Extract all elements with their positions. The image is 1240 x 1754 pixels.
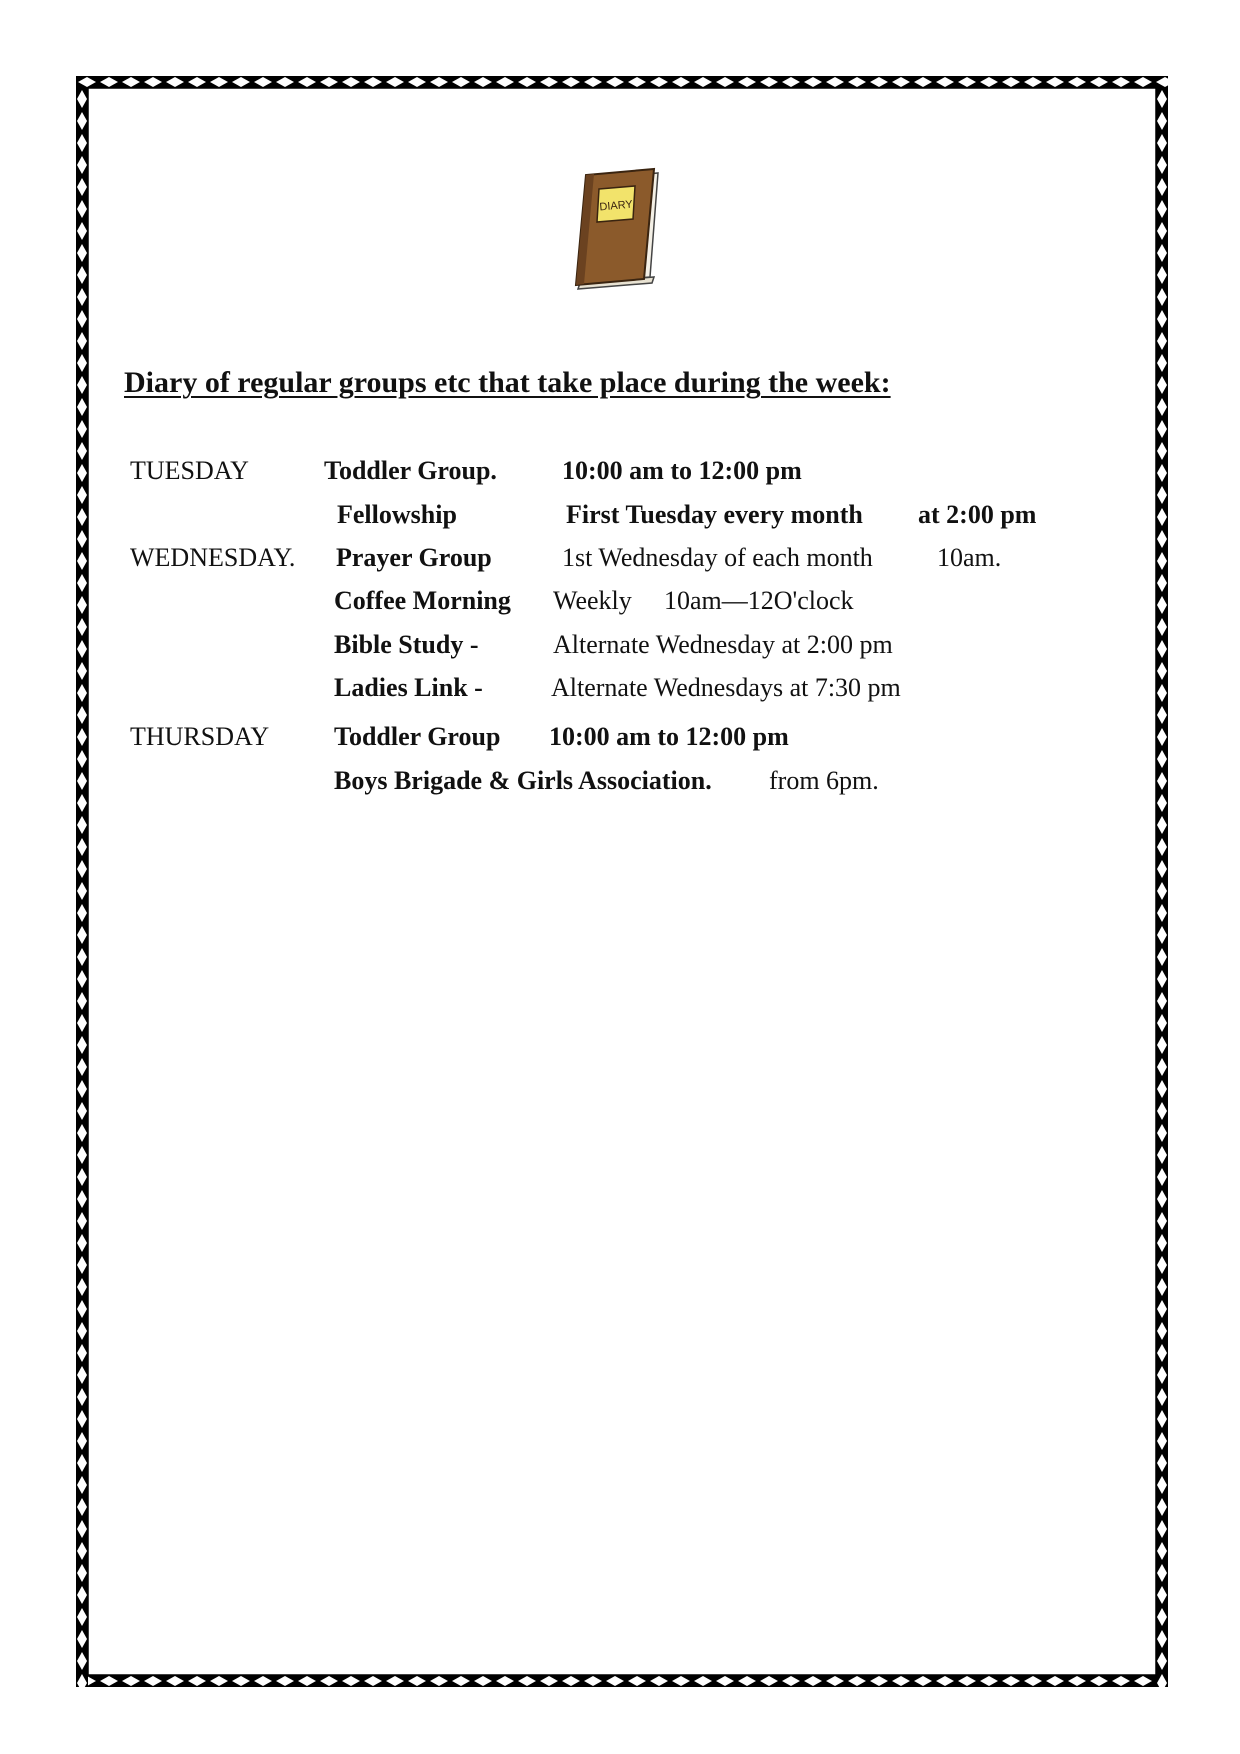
thursday-time-2: from 6pm. xyxy=(769,766,879,795)
wednesday-group-1: Prayer Group xyxy=(336,543,492,572)
wednesday-time-3: Alternate Wednesday at 2:00 pm xyxy=(553,630,893,659)
diary-label: DIARY xyxy=(598,198,634,214)
day-tuesday: TUESDAY xyxy=(130,456,249,485)
diamond-border xyxy=(76,76,1168,1687)
thursday-group-1: Toddler Group xyxy=(334,722,501,751)
diary-book-icon xyxy=(572,165,668,295)
tuesday-extra-2: at 2:00 pm xyxy=(918,500,1037,529)
tuesday-group-2: Fellowship xyxy=(337,500,457,529)
tuesday-group-1: Toddler Group. xyxy=(324,456,497,485)
wednesday-group-2: Coffee Morning xyxy=(334,586,511,615)
day-thursday: THURSDAY xyxy=(130,722,270,751)
wednesday-extra-2: 10am—12O'clock xyxy=(664,586,854,615)
day-wednesday: WEDNESDAY. xyxy=(130,543,296,572)
wednesday-group-3: Bible Study - xyxy=(334,630,479,659)
page-heading: Diary of regular groups etc that take place during the week: xyxy=(124,366,891,399)
thursday-time-1: 10:00 am to 12:00 pm xyxy=(549,722,789,751)
wednesday-time-2: Weekly xyxy=(553,586,632,615)
wednesday-time-1: 1st Wednesday of each month xyxy=(562,543,873,572)
wednesday-time-4: Alternate Wednesdays at 7:30 pm xyxy=(551,673,901,702)
wednesday-extra-1: 10am. xyxy=(937,543,1002,572)
diamond-border-svg xyxy=(76,76,1168,1687)
tuesday-time-2: First Tuesday every month xyxy=(566,500,863,529)
thursday-group-2: Boys Brigade & Girls Association. xyxy=(334,766,712,795)
wednesday-group-4: Ladies Link - xyxy=(334,673,483,702)
tuesday-time-1: 10:00 am to 12:00 pm xyxy=(562,456,802,485)
